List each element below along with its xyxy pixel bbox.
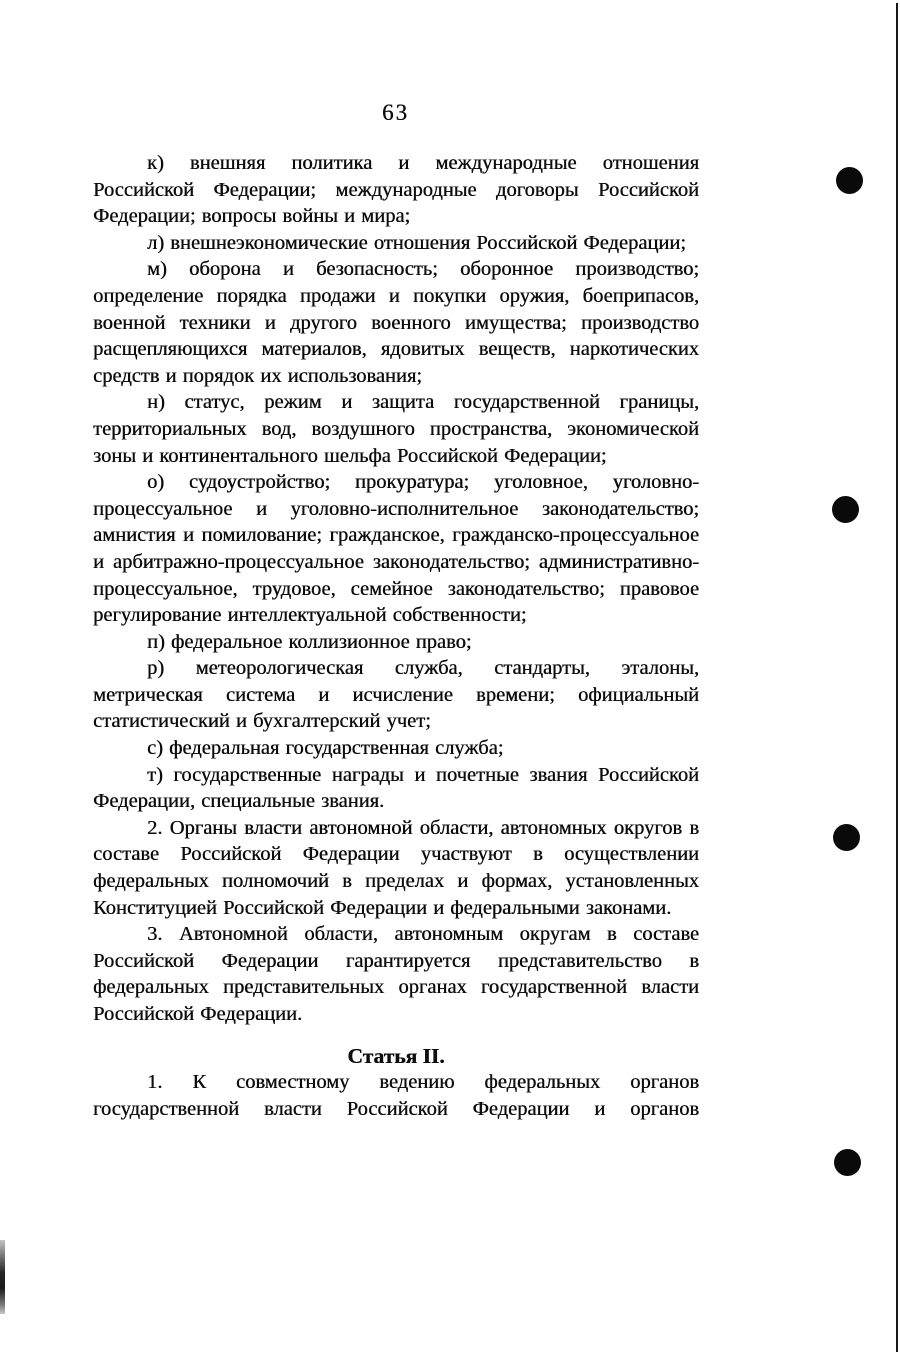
clause-list xyxy=(93,150,699,1028)
paragraph-clause-н: н) статус, режим и защита государственной границы, территориальных вод, воздушного пространства, экономической зоны и континентального шельфа Российской Федерации; xyxy=(93,391,699,467)
clause-list-continued xyxy=(93,1069,699,1122)
paragraph-clause-р: р) метеорологическая служба, стандарты, эталоны, метрическая система и исчисление времени; официальный статистический и бухгалтерский учет; xyxy=(93,657,699,733)
paragraph-clause-м: м) оборона и безопасность; оборонное производство; определение порядка продажи и покупки оружия, боеприпасов, военной техники и другого военного имущества; производство расщепляющихся материалов, ядовитых веществ, наркотических средств и порядок их использования; xyxy=(93,258,699,387)
paragraph-clause-к: к) внешняя политика и международные отношения Российской Федерации; международные договоры Российской Федерации; вопросы войны и мира; xyxy=(93,152,699,228)
page-number: 63 xyxy=(382,100,409,125)
binder-hole-mark xyxy=(832,496,859,523)
paragraph-clause-1: 1. К совместному ведению федеральных органов государственной власти Российской Федерации и органов xyxy=(93,1071,699,1120)
paragraph-clause-п: п) федеральное коллизионное право; xyxy=(147,630,472,653)
binder-hole-mark xyxy=(834,1149,861,1176)
binder-hole-mark xyxy=(833,824,860,851)
binder-hole-mark xyxy=(836,167,863,194)
paragraph-clause-л: л) внешнеэкономические отношения Российской Федерации; xyxy=(147,231,686,254)
scan-smudge-artifact xyxy=(0,1240,5,1314)
section-heading: Статья II. xyxy=(347,1043,445,1068)
paragraph-clause-2: 2. Органы власти автономной области, автономных округов в составе Российской Федерации участвуют в осуществлении федеральных полномочий в пределах и формах, установленных Конституцией Российской Федерации и федеральными законами. xyxy=(93,816,699,919)
paragraph-clause-т: т) государственные награды и почетные звания Российской Федерации, специальные звания. xyxy=(93,763,699,813)
paragraph-clause-о: о) судоустройство; прокуратура; уголовное, уголовно-процессуальное и уголовно-исполнительное законодательство; амнистия и помилование; гражданское, гражданско-процессуальное и арбитражно-процессуальное законодательство; административно-процессуальное, трудовое, семейное законодательство; правовое регулирование интеллектуальной собственности; xyxy=(93,471,699,627)
paragraph-clause-с: с) федеральная государственная служба; xyxy=(147,737,504,760)
document-body xyxy=(93,150,699,1122)
paragraph-clause-3: 3. Автономной области, автономным округам в составе Российской Федерации гарантируется представительство в федеральных представительных органах государственной власти Российской Федерации. xyxy=(93,923,699,1025)
scan-edge-line-artifact xyxy=(896,3,898,1352)
